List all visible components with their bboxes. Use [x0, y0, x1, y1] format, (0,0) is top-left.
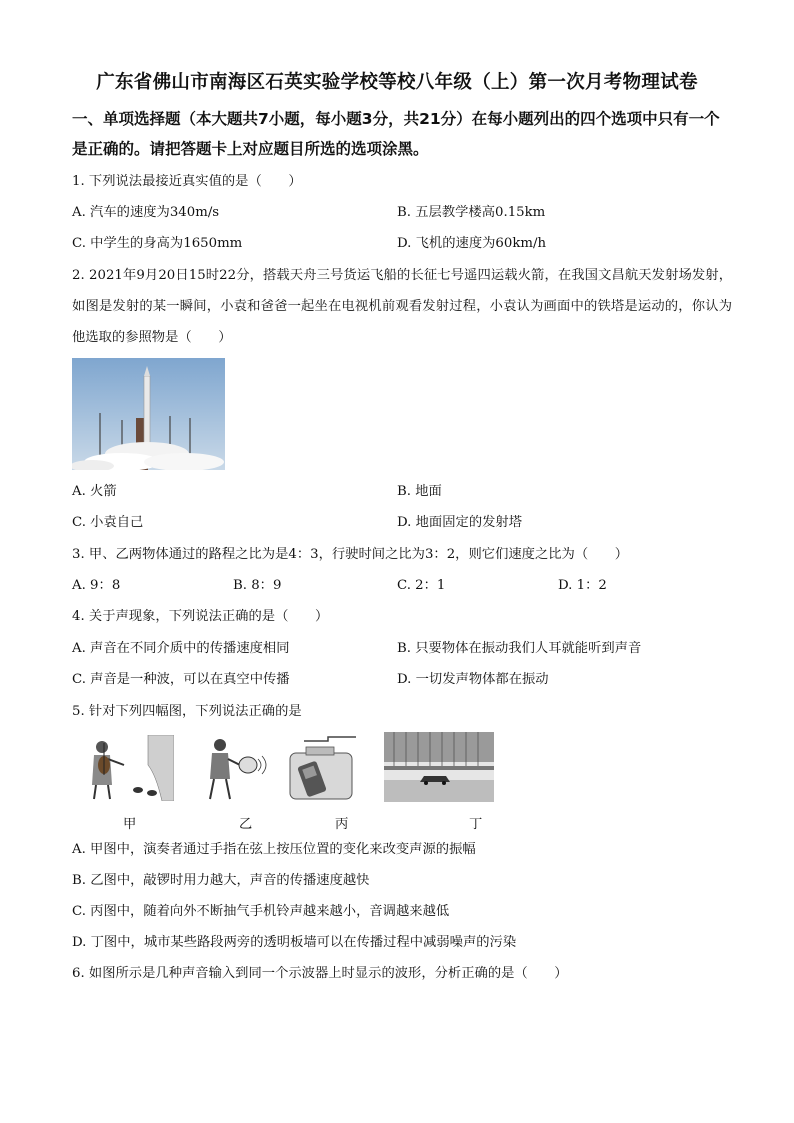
q5-option-d: D. 丁图中，城市某些路段两旁的透明板墙可以在传播过程中减弱噪声的污染: [72, 935, 517, 950]
question-2-stem: 2. 2021年9月20日15时22分，搭载天舟三号货运飞船的长征七号遥四运载火箭，在我国文昌航天发射场发射，如图是发射的某一瞬间，小袁和爸爸一起坐在电视机前观看发射过程，小袁认为画面中的铁塔是运动的，你认为他选取的参照物是（ ）: [72, 268, 732, 345]
figure-label-jia: 甲: [123, 817, 137, 832]
q5-option-a: A. 甲图中，演奏者通过手指在弦上按压位置的变化来改变声源的振幅: [72, 842, 476, 857]
figure-label-ding: 丁: [469, 817, 483, 832]
figure-label-bing: 丙: [335, 817, 349, 832]
q3-option-b: B. 8：9: [233, 578, 282, 593]
question-5-stem: 5. 针对下列四幅图，下列说法正确的是: [72, 704, 302, 719]
question-4-stem: 4. 关于声现象，下列说法正确的是（ ）: [72, 609, 329, 624]
question-6-stem: 6. 如图所示是几种声音输入到同一个示波器上时显示的波形，分析正确的是（ ）: [72, 966, 568, 981]
question-3-stem: 3. 甲、乙两物体通过的路程之比为是4：3，行驶时间之比为3：2，则它们速度之比为（ ）: [72, 547, 629, 562]
figure-label-yi: 乙: [239, 817, 253, 832]
figure-yi-gong: [180, 735, 276, 801]
q2-option-a: A. 火箭: [72, 484, 117, 499]
q1-option-c: C. 中学生的身高为1650mm: [72, 236, 243, 251]
q2-option-b: B. 地面: [397, 484, 442, 499]
rocket-launch-image: [72, 358, 225, 470]
q4-option-a: A. 声音在不同介质中的传播速度相同: [72, 641, 290, 656]
q5-option-c: C. 丙图中，随着向外不断抽气手机铃声越来越小，音调越来越低: [72, 904, 450, 919]
question-1-stem: 1. 下列说法最接近真实值的是（ ）: [72, 174, 302, 189]
q2-option-d: D. 地面固定的发射塔: [397, 515, 523, 530]
exam-title: 广东省佛山市南海区石英实验学校等校八年级（上）第一次月考物理试卷: [96, 72, 698, 93]
q1-option-b: B. 五层教学楼高0.15km: [397, 205, 546, 220]
q2-option-c: C. 小袁自己: [72, 515, 144, 530]
q3-option-d: D. 1：2: [558, 578, 607, 593]
q3-option-a: A. 9：8: [72, 578, 121, 593]
figure-jia-violinist: [78, 735, 174, 801]
q3-option-c: C. 2：1: [397, 578, 446, 593]
figure-bing-bell-jar: [284, 735, 376, 801]
figure-ding-noise-barrier: [384, 732, 494, 802]
q4-option-d: D. 一切发声物体都在振动: [397, 672, 549, 687]
q1-option-d: D. 飞机的速度为60km/h: [397, 236, 547, 251]
section-heading: 一、单项选择题（本大题共7小题，每小题3分，共21分）在每小题列出的四个选项中只有一个是正确的。请把答题卡上对应题目所选的选项涂黑。: [72, 110, 720, 158]
q5-option-b: B. 乙图中，敲锣时用力越大，声音的传播速度越快: [72, 873, 370, 888]
q1-option-a: A. 汽车的速度为340m/s: [72, 205, 220, 220]
q4-option-c: C. 声音是一种波，可以在真空中传播: [72, 672, 290, 687]
q4-option-b: B. 只要物体在振动我们人耳就能听到声音: [397, 641, 642, 656]
